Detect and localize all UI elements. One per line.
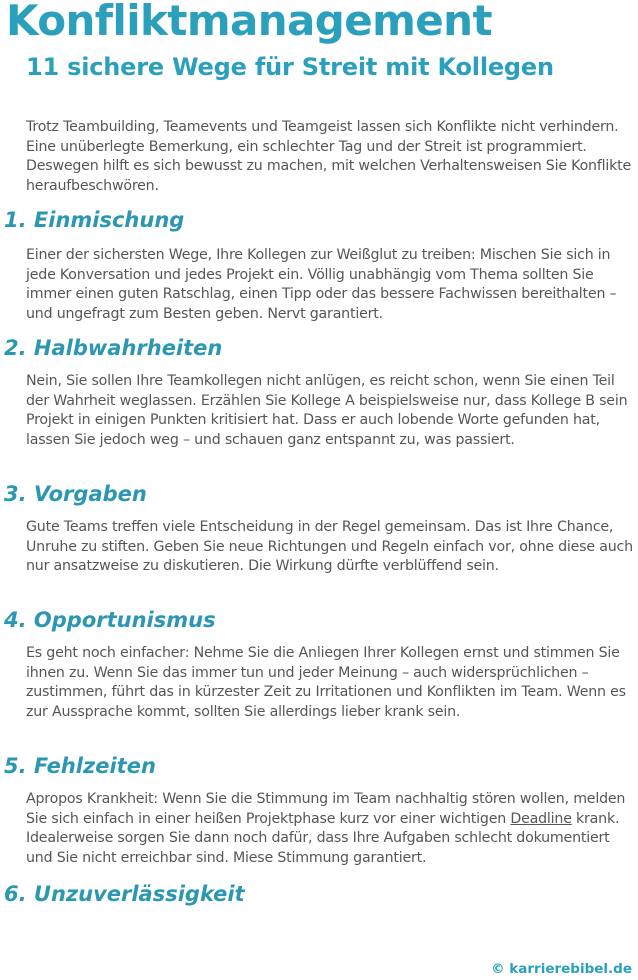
page-subtitle: 11 sichere Wege für Streit mit Kollegen [26, 53, 554, 81]
section-body-fehlzeiten-text-start: Apropos Krankheit: Wenn Sie die Stimmung im Team nachhaltig stören wollen, melden Sie sich einfach in einer heißen Projektphase kurz vor einer wichtigen [26, 791, 626, 827]
section-body-opportunismus: Es geht noch einfacher: Nehme Sie die Anliegen Ihrer Kollegen ernst und stimmen Sie ihnen zu. Wenn Sie das immer tun und jeder Meinung – auch widersprüchlichen – zustimmen, führt das in kürzester Zeit zu Irritationen und Konflikten im Team. Wenn es zur Aussprache kommt, sollten Sie allerdings lieber krank sein. [26, 645, 626, 720]
copyright-notice: © karrierebibel.de [491, 961, 632, 977]
section-heading-opportunismus: 4. Opportunismus [4, 608, 216, 632]
section-body-halbwahrheiten: Nein, Sie sollen Ihre Teamkollegen nicht anlügen, es reicht schon, wenn Sie einen Teil der Wahrheit weglassen. Erzählen Sie Kollege A beispielsweise nur, dass Kollege B sein Projekt in einigen Punkten kritisiert hat. Dass er auch lobende Worte gefunden hat, lassen Sie jedoch weg – und schauen ganz entspannt zu, was passiert. [26, 373, 628, 448]
section-heading-vorgaben: 3. Vorgaben [4, 482, 147, 506]
deadline-link[interactable]: Deadline [510, 810, 572, 827]
intro-paragraph: Trotz Teambuilding, Teamevents und Teamgeist lassen sich Konflikte nicht verhindern. Eine unüberlegte Bemerkung, ein schlechter Tag und der Streit ist programmiert. Deswegen hilft es sich bewusst zu machen, mit welchen Verhaltensweisen Sie Konflikte heraufbeschwören. [26, 119, 632, 194]
section-body-fehlzeiten [26, 790, 636, 868]
section-body-vorgaben: Gute Teams treffen viele Entscheidung in der Regel gemeinsam. Das ist Ihre Chance, Unruhe zu stiften. Geben Sie neue Richtungen und Regeln einfach vor, ohne diese auch nur ansatzweise zu diskutieren. Die Wirkung dürfte verblüffend sein. [26, 519, 633, 574]
section-heading-fehlzeiten: 5. Fehlzeiten [4, 754, 156, 778]
section-body-fehlzeiten-text-end: krank. Idealerweise sorgen Sie dann noch dafür, dass Ihre Aufgaben schlecht dokumentiert und Sie nicht erreichbar sind. Miese Stimmung garantiert. [26, 810, 620, 866]
page-title: Konfliktmanagement [6, 0, 492, 45]
section-heading-unzuverlaessigkeit: 6. Unzuverlässigkeit [4, 882, 245, 906]
section-heading-halbwahrheiten: 2. Halbwahrheiten [4, 336, 223, 360]
section-body-einmischung: Einer der sichersten Wege, Ihre Kollegen zur Weißglut zu treiben: Mischen Sie sich in jede Konversation und jedes Projekt ein. Völlig unabhängig vom Thema sollten Sie immer einen guten Ratschlag, einen Tipp oder das bessere Fachwissen bereithalten – und ungefragt zum Besten geben. Nervt garantiert. [26, 247, 617, 322]
section-heading-einmischung: 1. Einmischung [4, 208, 185, 232]
